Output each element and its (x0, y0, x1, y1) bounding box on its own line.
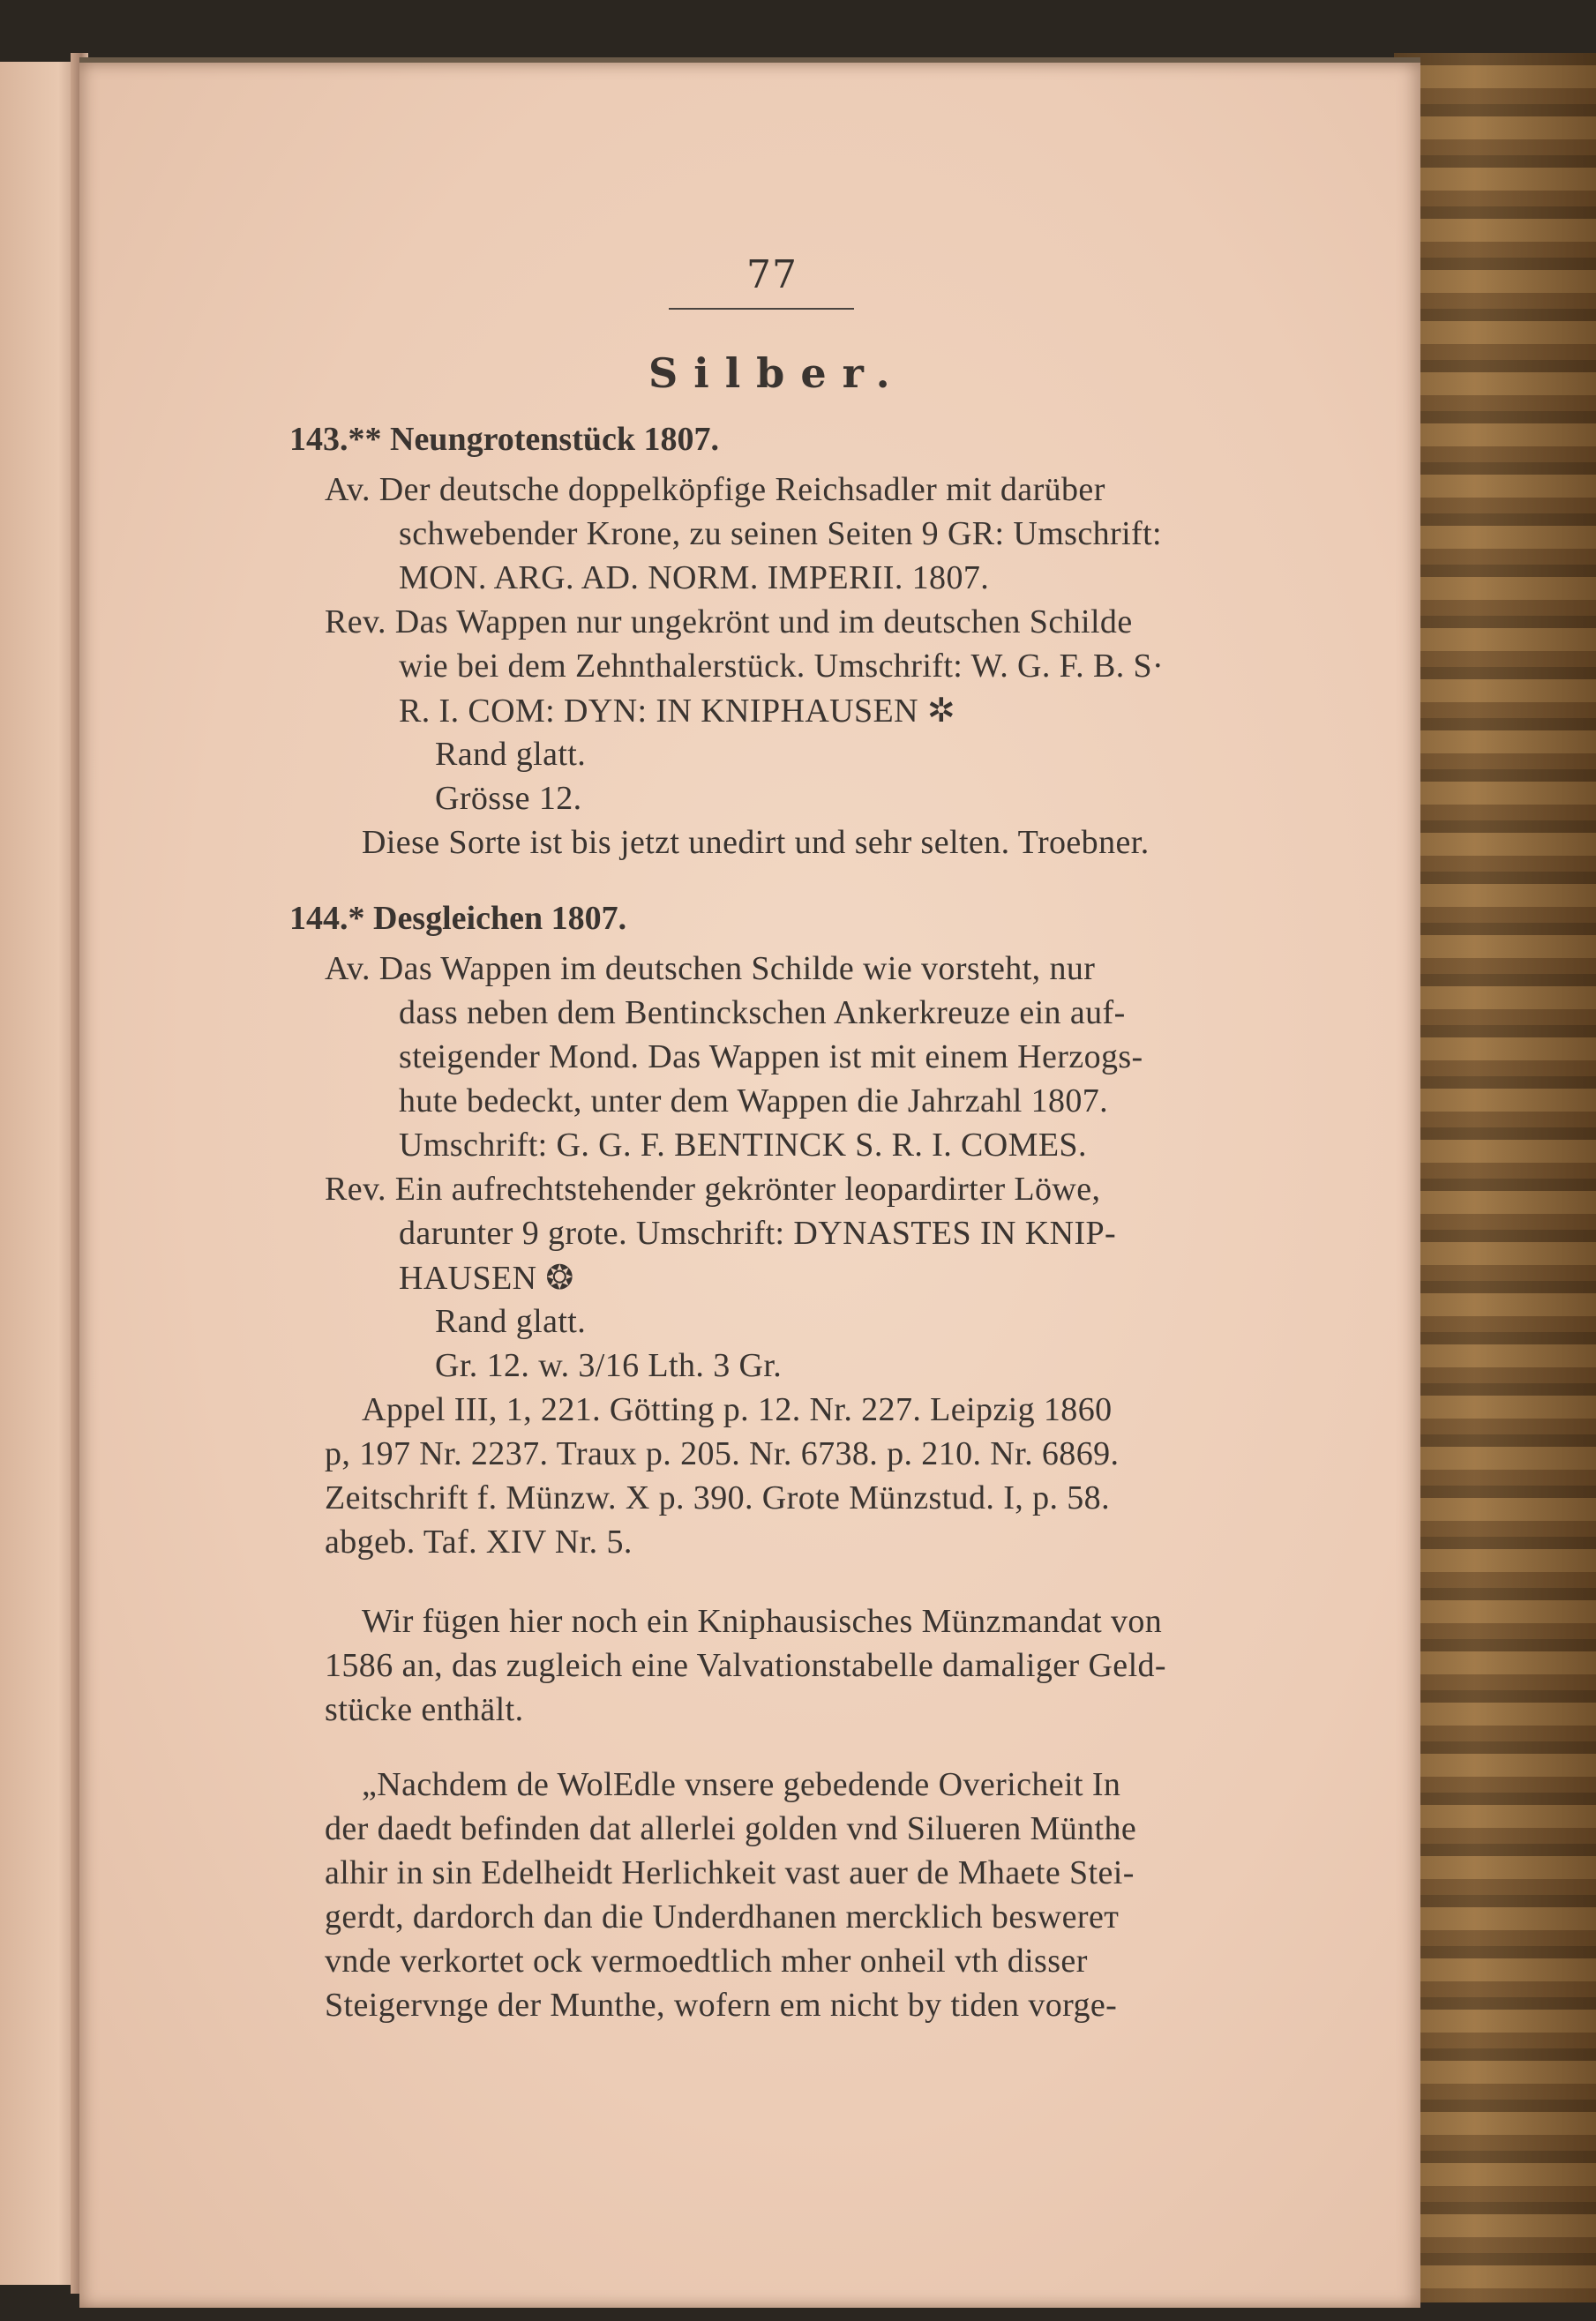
entry-144-line-7: darunter 9 grote. Umschrift: DYNASTES IN KNIP- (399, 1215, 1117, 1252)
paragraph-1-line-3: stücke enthält. (325, 1691, 524, 1728)
entry-143-line-1: Av. Der deutsche doppelköpfige Reichsadler mit darüber (325, 471, 1105, 508)
entry-144-line-6: Rev. Ein aufrechtstehender gekrönter leopardirter Löwe, (325, 1171, 1101, 1208)
page-number: 77 (746, 252, 798, 297)
entry-143-title: 143.** Neungrotenstück 1807. (289, 421, 719, 458)
paragraph-1-line-1: Wir fügen hier noch ein Kniphausisches Münzmandat von (362, 1603, 1163, 1640)
entry-143-line-2: schwebender Krone, zu seinen Seiten 9 GR: Umschrift: (399, 515, 1163, 552)
section-heading: Silber. (648, 349, 906, 397)
paragraph-1-line-2: 1586 an, das zugleich eine Valvationstabelle damaliger Geld- (325, 1647, 1166, 1684)
entry-143-line-7: Rand glatt. (435, 736, 587, 773)
entry-144-title: 144.* Desgleichen 1807. (289, 900, 627, 937)
paragraph-2-line-1: „Nachdem de WolEdle vnsere gebedende Overicheit In (362, 1766, 1121, 1803)
entry-144-line-2: dass neben dem Bentinckschen Ankerkreuze ein auf- (399, 994, 1126, 1031)
entry-144-line-12: p, 197 Nr. 2237. Traux p. 205. Nr. 6738. p. 210. Nr. 6869. (325, 1435, 1120, 1472)
entry-144-line-14: abgeb. Taf. XIV Nr. 5. (325, 1524, 633, 1561)
entry-143-line-5: wie bei dem Zehnthalerstück. Umschrift: W. G. F. B. S· (399, 648, 1165, 685)
entry-144-line-13: Zeitschrift f. Münzw. X p. 390. Grote Münzstud. I, p. 58. (325, 1479, 1110, 1516)
paragraph-2-line-6: Steigervnge der Munthe, wofern em nicht by tiden vorge- (325, 1987, 1118, 2024)
paragraph-2-line-3: alhir in sin Edelheidt Herlichkeit vast auer de Mhaete Stei- (325, 1854, 1135, 1891)
entry-144-line-9: Rand glatt. (435, 1303, 587, 1340)
entry-144-line-8: HAUSEN ❂ (399, 1260, 574, 1297)
entry-144-line-10: Gr. 12. w. 3/16 Lth. 3 Gr. (435, 1347, 783, 1384)
book-page (79, 57, 1420, 2308)
entry-144-line-4: hute bedeckt, unter dem Wappen die Jahrzahl 1807. (399, 1082, 1109, 1119)
entry-144-line-3: steigender Mond. Das Wappen ist mit einem Herzogs- (399, 1038, 1143, 1075)
paragraph-2-line-5: vnde verkortet ock vermoedtlich mher onheil vth disser (325, 1943, 1088, 1980)
entry-143-line-3: MON. ARG. AD. NORM. IMPERII. 1807. (399, 559, 990, 596)
paragraph-2-line-4: gerdt, dardorch dan die Underdhanen mercklich beswerет (325, 1898, 1120, 1935)
entry-144-line-5: Umschrift: G. G. F. BENTINCK S. R. I. COMES. (399, 1127, 1087, 1164)
entry-144-line-11: Appel III, 1, 221. Götting p. 12. Nr. 227. Leipzig 1860 (362, 1391, 1113, 1428)
page-number-rule (669, 308, 854, 310)
paragraph-2-line-2: der daedt befinden dat allerlei golden vnd Silueren Münthe (325, 1810, 1137, 1847)
book-binding (1394, 53, 1596, 2302)
entry-143-line-9: Diese Sorte ist bis jetzt unedirt und sehr selten. Troebner. (362, 824, 1150, 861)
entry-143-line-8: Grösse 12. (435, 780, 582, 817)
entry-143-line-6: R. I. COM: DYN: IN KNIPHAUSEN ✲ (399, 693, 956, 730)
entry-143-line-4: Rev. Das Wappen nur ungekrönt und im deutschen Schilde (325, 603, 1133, 640)
entry-144-line-1: Av. Das Wappen im deutschen Schilde wie vorsteht, nur (325, 950, 1096, 987)
